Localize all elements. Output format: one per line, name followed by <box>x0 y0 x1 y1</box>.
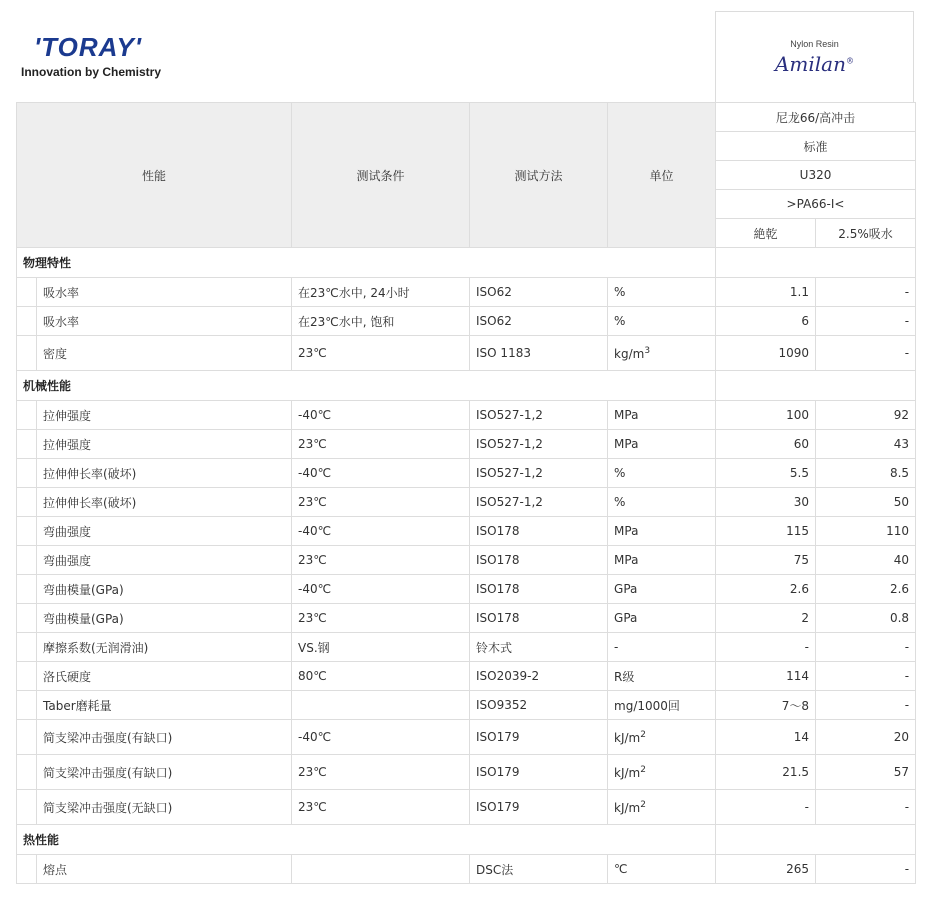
property-cell: 密度 <box>37 336 292 371</box>
section-title: 热性能 <box>17 825 716 855</box>
unit-superscript: 3 <box>644 345 651 356</box>
grade-class: 标准 <box>716 132 916 161</box>
wet-value-cell: 50 <box>816 488 916 517</box>
method-cell: ISO 1183 <box>470 336 608 371</box>
table-row <box>17 575 916 604</box>
brand-name: Amilan <box>774 52 846 76</box>
condition-cell: -40℃ <box>292 459 470 488</box>
condition-cell: -40℃ <box>292 720 470 755</box>
unit-cell <box>608 720 716 755</box>
unit-text: MPa <box>614 524 639 538</box>
unit-text: % <box>614 285 626 299</box>
row-indent <box>17 401 37 430</box>
dry-value-cell: 5.5 <box>716 459 816 488</box>
unit-text: kJ/m <box>614 730 641 745</box>
method-cell: 铃木式 <box>470 633 608 662</box>
dry-value-cell: 75 <box>716 546 816 575</box>
unit-cell <box>608 755 716 790</box>
amilan-logo <box>716 52 913 76</box>
unit-text: ℃ <box>614 862 628 876</box>
state-dry-header: 絶乾 <box>716 219 816 248</box>
method-cell: ISO2039-2 <box>470 662 608 691</box>
property-cell: 简支梁冲击强度(有缺口) <box>37 755 292 790</box>
row-indent <box>17 459 37 488</box>
method-cell: ISO527-1,2 <box>470 401 608 430</box>
wet-value-cell: 43 <box>816 430 916 459</box>
col-header-condition: 测试条件 <box>292 103 470 248</box>
row-indent <box>17 575 37 604</box>
wet-value-cell: - <box>816 633 916 662</box>
row-indent <box>17 633 37 662</box>
grade-code: U320 <box>716 161 916 190</box>
method-cell: ISO9352 <box>470 691 608 720</box>
dry-value-cell: 2.6 <box>716 575 816 604</box>
table-row <box>17 855 916 884</box>
method-cell: ISO178 <box>470 575 608 604</box>
condition-cell: 23℃ <box>292 604 470 633</box>
grade-type: 尼龙66/高冲击 <box>716 103 916 132</box>
method-cell: ISO179 <box>470 790 608 825</box>
method-cell: ISO179 <box>470 755 608 790</box>
wet-value-cell: 92 <box>816 401 916 430</box>
property-cell: 吸水率 <box>37 278 292 307</box>
table-row <box>17 430 916 459</box>
wet-value-cell: - <box>816 790 916 825</box>
property-cell: 简支梁冲击强度(无缺口) <box>37 790 292 825</box>
condition-cell <box>292 691 470 720</box>
unit-cell <box>608 790 716 825</box>
method-cell: ISO527-1,2 <box>470 488 608 517</box>
row-indent <box>17 546 37 575</box>
dry-value-cell: 1.1 <box>716 278 816 307</box>
grade-marking: >PA66-I< <box>716 190 916 219</box>
unit-text: GPa <box>614 611 638 625</box>
condition-cell: 23℃ <box>292 430 470 459</box>
dry-value-cell: 30 <box>716 488 816 517</box>
row-indent <box>17 855 37 884</box>
wet-value-cell: - <box>816 278 916 307</box>
section-spacer <box>716 248 916 278</box>
method-cell: DSC法 <box>470 855 608 884</box>
section-spacer <box>716 371 916 401</box>
condition-cell: 在23℃水中, 24小时 <box>292 278 470 307</box>
dry-value-cell: 21.5 <box>716 755 816 790</box>
unit-cell <box>608 546 716 575</box>
row-indent <box>17 662 37 691</box>
amilan-logo-box <box>715 11 914 102</box>
table-row <box>17 662 916 691</box>
unit-cell <box>608 430 716 459</box>
row-indent <box>17 336 37 371</box>
unit-text: R级 <box>614 669 635 684</box>
section-row <box>17 248 916 278</box>
unit-cell <box>608 336 716 371</box>
section-row <box>17 825 916 855</box>
unit-text: % <box>614 466 626 480</box>
condition-cell: -40℃ <box>292 517 470 546</box>
dry-value-cell: 60 <box>716 430 816 459</box>
row-indent <box>17 691 37 720</box>
condition-cell: VS.钢 <box>292 633 470 662</box>
unit-cell <box>608 307 716 336</box>
row-indent <box>17 278 37 307</box>
wet-value-cell: 57 <box>816 755 916 790</box>
unit-text: MPa <box>614 437 639 451</box>
dry-value-cell: 14 <box>716 720 816 755</box>
unit-cell <box>608 278 716 307</box>
section-title: 机械性能 <box>17 371 716 401</box>
unit-text: GPa <box>614 582 638 596</box>
property-cell: 弯曲模量(GPa) <box>37 604 292 633</box>
col-header-property: 性能 <box>17 103 292 248</box>
property-cell: 拉伸伸长率(破坏) <box>37 488 292 517</box>
dry-value-cell: 7～8 <box>716 691 816 720</box>
table-row <box>17 307 916 336</box>
method-cell: ISO178 <box>470 546 608 575</box>
col-header-method: 测试方法 <box>470 103 608 248</box>
method-cell: ISO179 <box>470 720 608 755</box>
property-cell: 熔点 <box>37 855 292 884</box>
condition-cell: 在23℃水中, 饱和 <box>292 307 470 336</box>
unit-cell <box>608 662 716 691</box>
condition-cell: -40℃ <box>292 575 470 604</box>
dry-value-cell: 2 <box>716 604 816 633</box>
method-cell: ISO178 <box>470 604 608 633</box>
property-cell: 拉伸强度 <box>37 430 292 459</box>
wet-value-cell: 20 <box>816 720 916 755</box>
toray-tagline: Innovation by Chemistry <box>21 65 162 79</box>
row-indent <box>17 604 37 633</box>
property-cell: 拉伸强度 <box>37 401 292 430</box>
unit-superscript: 2 <box>640 799 646 810</box>
unit-text: mg/1000回 <box>614 698 680 713</box>
row-indent <box>17 488 37 517</box>
row-indent <box>17 517 37 546</box>
wet-value-cell: 110 <box>816 517 916 546</box>
condition-cell: 23℃ <box>292 336 470 371</box>
wet-value-cell: - <box>816 855 916 884</box>
brand-subtitle: Nylon Resin <box>790 39 839 49</box>
wet-value-cell: - <box>816 336 916 371</box>
property-cell: 吸水率 <box>37 307 292 336</box>
section-row <box>17 371 916 401</box>
table-row <box>17 546 916 575</box>
dry-value-cell: 1090 <box>716 336 816 371</box>
table-row <box>17 401 916 430</box>
spec-table <box>16 102 916 884</box>
unit-cell <box>608 575 716 604</box>
table-row <box>17 459 916 488</box>
unit-cell <box>608 401 716 430</box>
property-cell: 简支梁冲击强度(有缺口) <box>37 720 292 755</box>
toray-wordmark: 'TORAY' <box>34 32 142 62</box>
unit-text: MPa <box>614 408 639 422</box>
property-cell: 弯曲模量(GPa) <box>37 575 292 604</box>
unit-text: kg/m <box>614 346 645 361</box>
dry-value-cell: 114 <box>716 662 816 691</box>
unit-cell <box>608 691 716 720</box>
unit-text: MPa <box>614 553 639 567</box>
registered-mark: ® <box>846 56 854 66</box>
section-title: 物理特性 <box>17 248 716 278</box>
property-cell: 拉伸伸长率(破坏) <box>37 459 292 488</box>
table-row <box>17 790 916 825</box>
method-cell: ISO178 <box>470 517 608 546</box>
method-cell: ISO62 <box>470 307 608 336</box>
unit-text: - <box>614 640 619 654</box>
unit-text: % <box>614 314 626 328</box>
dry-value-cell: - <box>716 790 816 825</box>
unit-cell <box>608 517 716 546</box>
unit-cell <box>608 855 716 884</box>
toray-logo <box>16 13 715 101</box>
dry-value-cell: - <box>716 633 816 662</box>
method-cell: ISO527-1,2 <box>470 459 608 488</box>
unit-cell <box>608 604 716 633</box>
table-row <box>17 488 916 517</box>
table-row <box>17 517 916 546</box>
property-cell: 弯曲强度 <box>37 546 292 575</box>
row-indent <box>17 720 37 755</box>
wet-value-cell: - <box>816 691 916 720</box>
table-row <box>17 691 916 720</box>
unit-text: % <box>614 495 626 509</box>
unit-text: kJ/m <box>614 765 641 780</box>
unit-text: kJ/m <box>614 800 641 815</box>
condition-cell <box>292 855 470 884</box>
dry-value-cell: 6 <box>716 307 816 336</box>
state-wet-header: 2.5%吸水 <box>816 219 916 248</box>
unit-cell <box>608 488 716 517</box>
unit-cell <box>608 633 716 662</box>
dry-value-cell: 115 <box>716 517 816 546</box>
wet-value-cell: 2.6 <box>816 575 916 604</box>
method-cell: ISO527-1,2 <box>470 430 608 459</box>
col-header-unit: 单位 <box>608 103 716 248</box>
condition-cell: 23℃ <box>292 755 470 790</box>
unit-superscript: 2 <box>640 729 646 740</box>
property-cell: 弯曲强度 <box>37 517 292 546</box>
wet-value-cell: 0.8 <box>816 604 916 633</box>
condition-cell: 23℃ <box>292 488 470 517</box>
table-row <box>17 720 916 755</box>
wet-value-cell: - <box>816 307 916 336</box>
condition-cell: -40℃ <box>292 401 470 430</box>
table-row <box>17 633 916 662</box>
wet-value-cell: - <box>816 662 916 691</box>
row-indent <box>17 307 37 336</box>
dry-value-cell: 100 <box>716 401 816 430</box>
property-cell: 洛氏硬度 <box>37 662 292 691</box>
wet-value-cell: 8.5 <box>816 459 916 488</box>
row-indent <box>17 755 37 790</box>
table-row <box>17 336 916 371</box>
method-cell: ISO62 <box>470 278 608 307</box>
condition-cell: 80℃ <box>292 662 470 691</box>
table-row <box>17 278 916 307</box>
condition-cell: 23℃ <box>292 790 470 825</box>
section-spacer <box>716 825 916 855</box>
unit-cell <box>608 459 716 488</box>
property-cell: 摩擦系数(无润滑油) <box>37 633 292 662</box>
row-indent <box>17 790 37 825</box>
wet-value-cell: 40 <box>816 546 916 575</box>
row-indent <box>17 430 37 459</box>
table-row <box>17 604 916 633</box>
dry-value-cell: 265 <box>716 855 816 884</box>
property-cell: Taber磨耗量 <box>37 691 292 720</box>
unit-superscript: 2 <box>640 764 646 775</box>
table-row <box>17 755 916 790</box>
condition-cell: 23℃ <box>292 546 470 575</box>
